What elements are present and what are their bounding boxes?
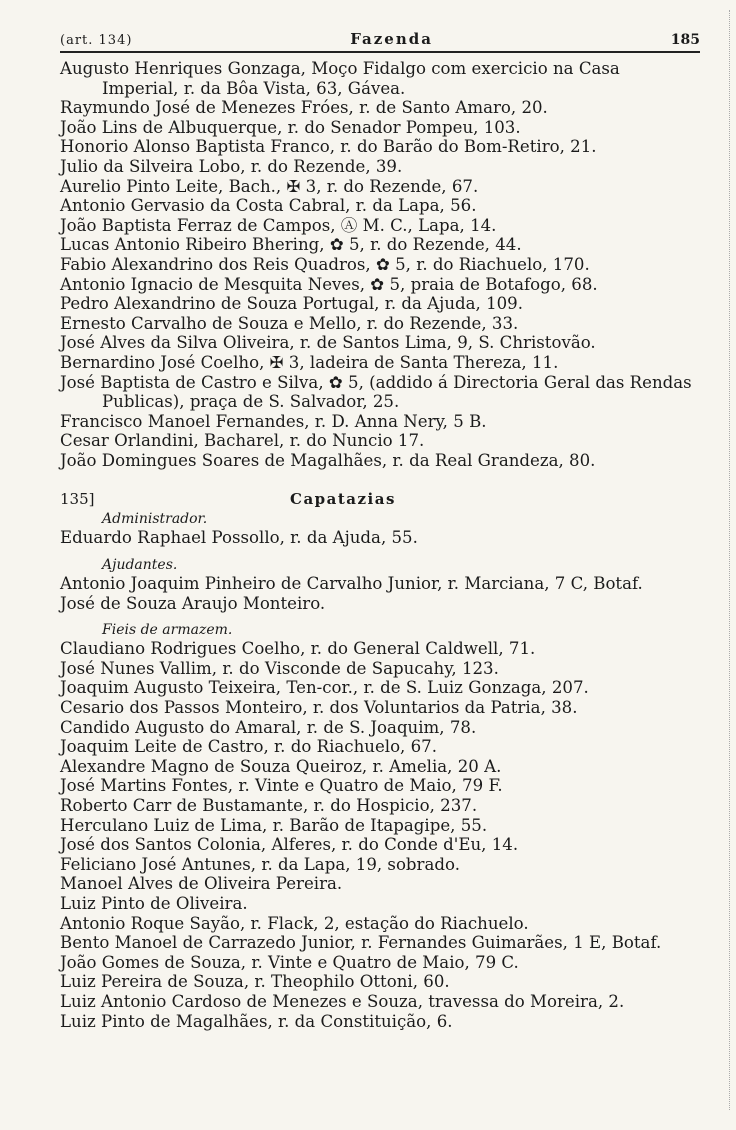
- list-item: Cesar Orlandini, Bacharel, r. do Nuncio 17.: [60, 431, 425, 451]
- list-item: Honorio Alonso Baptista Franco, r. do Barão do Bom-Retiro, 21.: [60, 137, 597, 157]
- list-item: Claudiano Rodrigues Coelho, r. do General Caldwell, 71.: [60, 639, 536, 659]
- fieis-list: [60, 639, 700, 1031]
- list-item: Augusto Henriques Gonzaga, Moço Fidalgo com exercicio na Casa Imperial, r. da Bôa Vista, 63, Gávea.: [60, 59, 620, 98]
- list-item: Joaquim Leite de Castro, r. do Riachuelo, 67.: [60, 737, 437, 757]
- list-item: João Gomes de Souza, r. Vinte e Quatro de Maio, 79 C.: [60, 952, 519, 972]
- list-item: Fabio Alexandrino dos Reis Quadros, ✿ 5, r. do Riachuelo, 170.: [60, 254, 590, 274]
- section-heading: [60, 490, 700, 508]
- list-item: Cesario dos Passos Monteiro, r. dos Voluntarios da Patria, 38.: [60, 698, 578, 718]
- page-edge-scan-artifact: [715, 10, 730, 1110]
- list-item: Antonio Ignacio de Mesquita Neves, ✿ 5, praia de Botafogo, 68.: [60, 274, 598, 294]
- list-item: José Nunes Vallim, r. do Visconde de Sapucahy, 123.: [60, 658, 499, 678]
- list-item: João Domingues Soares de Magalhães, r. da Real Grandeza, 80.: [60, 450, 596, 470]
- list-item: Luiz Pereira de Souza, r. Theophilo Ottoni, 60.: [60, 972, 450, 992]
- list-item: José Alves da Silva Oliveira, r. de Santos Lima, 9, S. Christovão.: [60, 333, 596, 353]
- list-item: João Baptista Ferraz de Campos, Ⓐ M. C., Lapa, 14.: [60, 215, 497, 235]
- list-item: Bento Manoel de Carrazedo Junior, r. Fernandes Guimarães, 1 E, Botaf.: [60, 933, 662, 953]
- list-item: Alexandre Magno de Souza Queiroz, r. Amelia, 20 A.: [60, 756, 502, 776]
- page-number: 185: [670, 32, 700, 48]
- running-header: [60, 30, 700, 53]
- list-item: José de Souza Araujo Monteiro.: [60, 593, 326, 613]
- list-item: Antonio Roque Sayão, r. Flack, 2, estação do Riachuelo.: [60, 913, 529, 933]
- list-item: João Lins de Albuquerque, r. do Senador Pompeu, 103.: [60, 117, 521, 137]
- list-item: José Martins Fontes, r. Vinte e Quatro de Maio, 79 F.: [60, 776, 503, 796]
- list-item: José dos Santos Colonia, Alferes, r. do Conde d'Eu, 14.: [60, 835, 519, 855]
- list-item: Francisco Manoel Fernandes, r. D. Anna Nery, 5 B.: [60, 411, 487, 431]
- list-item: Ernesto Carvalho de Souza e Mello, r. do Rezende, 33.: [60, 313, 519, 333]
- list-item: Luiz Pinto de Oliveira.: [60, 893, 248, 913]
- list-item: Luiz Pinto de Magalhães, r. da Constituição, 6.: [60, 1011, 453, 1031]
- list-item: Roberto Carr de Bustamante, r. do Hospicio, 237.: [60, 796, 478, 815]
- role-heading-administrador: Administrador.: [102, 511, 208, 528]
- header-article-ref: (art. 134): [60, 33, 133, 48]
- list-item: Bernardino José Coelho, ✠ 3, ladeira de Santa Thereza, 11.: [60, 352, 559, 372]
- list-item: Eduardo Raphael Possollo, r. da Ajuda, 55.: [60, 528, 418, 548]
- list-item: Candido Augusto do Amaral, r. de S. Joaquim, 78.: [60, 717, 477, 737]
- list-item: Luiz Antonio Cardoso de Menezes e Souza, travessa do Moreira, 2.: [60, 991, 625, 1011]
- list-item: Julio da Silveira Lobo, r. do Rezende, 39.: [60, 156, 403, 176]
- document-page: [60, 30, 700, 1031]
- list-item: Feliciano José Antunes, r. da Lapa, 19, sobrado.: [60, 854, 460, 874]
- list-item: Antonio Gervasio da Costa Cabral, r. da Lapa, 56.: [60, 196, 477, 216]
- list-item: Antonio Joaquim Pinheiro de Carvalho Junior, r. Marciana, 7 C, Botaf.: [60, 574, 643, 594]
- list-item: José Baptista de Castro e Silva, ✿ 5, (addido á Directoria Geral das Rendas Publicas), praça de S. Salvador, 25.: [60, 372, 692, 412]
- entries-top-list: [60, 59, 700, 470]
- section-title: Capatazias: [290, 490, 396, 509]
- list-item: Joaquim Augusto Teixeira, Ten-cor., r. de S. Luiz Gonzaga, 207.: [60, 678, 589, 698]
- list-item: Pedro Alexandrino de Souza Portugal, r. da Ajuda, 109.: [60, 294, 524, 314]
- section-number: 135]: [60, 490, 95, 509]
- list-item: Manoel Alves de Oliveira Pereira.: [60, 874, 343, 894]
- list-item: Raymundo José de Menezes Fróes, r. de Santo Amaro, 20.: [60, 98, 548, 118]
- role-heading-fieis: Fieis de armazem.: [102, 622, 233, 639]
- list-item: Herculano Luiz de Lima, r. Barão de Itapagipe, 55.: [60, 815, 488, 835]
- header-title: Fazenda: [350, 30, 433, 48]
- role-heading-ajudantes: Ajudantes.: [102, 557, 178, 574]
- list-item: Aurelio Pinto Leite, Bach., ✠ 3, r. do Rezende, 67.: [60, 176, 479, 196]
- list-item: Lucas Antonio Ribeiro Bhering, ✿ 5, r. do Rezende, 44.: [60, 235, 522, 255]
